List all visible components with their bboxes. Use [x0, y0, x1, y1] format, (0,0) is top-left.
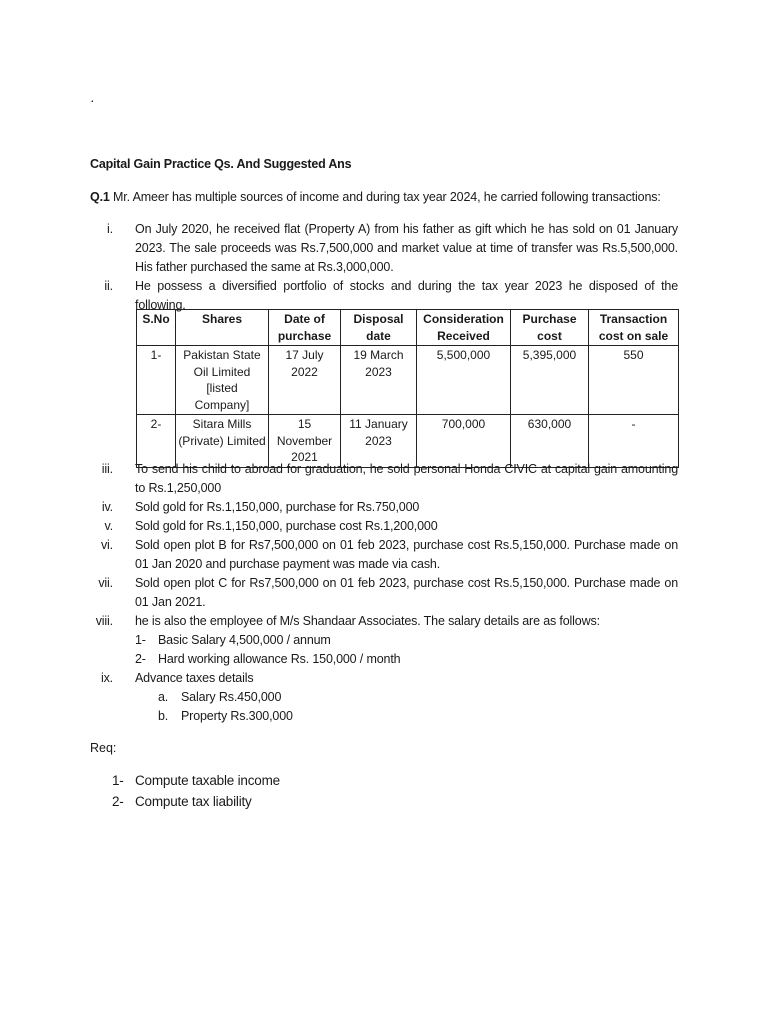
item-text: Sold open plot C for Rs7,500,000 on 01 feb 2023, purchase cost Rs.5,150,000. Purchase made on 01 Jan 2021. [135, 576, 678, 609]
requirement-number: 2- [112, 794, 124, 809]
cell-shares: Sitara Mills (Private) Limited [176, 415, 269, 468]
salary-item-number: 1- [135, 633, 146, 647]
item-number: viii. [95, 614, 113, 628]
item-number: i. [107, 222, 113, 236]
question-label: Q.1 [90, 190, 110, 204]
item-text: Sold open plot B for Rs7,500,000 on 01 feb 2023, purchase cost Rs.5,150,000. Purchase made on 01 Jan 2020 and purchase payment was made via cash. [135, 538, 678, 571]
cell-sno: 1- [137, 346, 176, 415]
item-text: Sold gold for Rs.1,150,000, purchase cost Rs.1,200,000 [135, 519, 438, 533]
table-row [137, 346, 679, 415]
requirement-text: Compute taxable income [135, 773, 280, 788]
item-number: ix. [100, 671, 113, 685]
item-text: He possess a diversified portfolio of stocks and during the tax year 2023 he disposed of the following. [135, 279, 678, 312]
item-number: vii. [98, 576, 113, 590]
item-text: To send his child to abroad for graduation, he sold personal Honda CIVIC at capital gain amounting to Rs.1,250,000 [135, 462, 678, 495]
salary-item-text: Basic Salary 4,500,000 / annum [158, 633, 331, 647]
item-text: Advance taxes details [135, 671, 254, 685]
cell-transaction-cost: 550 [589, 346, 679, 415]
header-sno: S.No [137, 310, 176, 346]
header-shares: Shares [176, 310, 269, 346]
item-text: Sold gold for Rs.1,150,000, purchase for Rs.750,000 [135, 500, 420, 514]
cell-disposal-date: 19 March 2023 [341, 346, 417, 415]
cell-purchase-cost: 5,395,000 [511, 346, 589, 415]
item-number: v. [104, 519, 113, 533]
item-text: he is also the employee of M/s Shandaar Associates. The salary details are as follows: [135, 614, 600, 628]
cell-sno: 2- [137, 415, 176, 468]
header-disposal-date: Disposal date [341, 310, 417, 346]
requirement-text: Compute tax liability [135, 794, 252, 809]
salary-item-number: 2- [135, 652, 146, 666]
cell-consideration: 700,000 [417, 415, 511, 468]
question-intro [90, 190, 661, 204]
question-text: Mr. Ameer has multiple sources of income and during tax year 2024, he carried following transactions: [109, 190, 661, 204]
requirements-label: Req: [90, 741, 117, 755]
header-consideration-received: Consideration Received [417, 310, 511, 346]
cell-date-of-purchase: 17 July 2022 [269, 346, 341, 415]
item-number: vi. [100, 538, 113, 552]
item-number: iv. [101, 500, 113, 514]
advance-item-letter: a. [158, 690, 169, 704]
cell-purchase-cost: 630,000 [511, 415, 589, 468]
header-transaction-cost: Transaction cost on sale [589, 310, 679, 346]
shares-table [136, 309, 679, 468]
salary-item [135, 650, 400, 669]
item-number: iii. [101, 462, 113, 476]
advance-item-letter: b. [158, 709, 169, 723]
header-date-of-purchase: Date of purchase [269, 310, 341, 346]
advance-item [158, 688, 281, 707]
requirement-item [112, 773, 280, 788]
advance-item [158, 707, 293, 726]
advance-item-text: Property Rs.300,000 [181, 709, 293, 723]
cell-disposal-date: 11 January 2023 [341, 415, 417, 468]
requirement-item [112, 794, 252, 809]
item-text: On July 2020, he received flat (Property A) from his father as gift which he has sold on 01 January 2023. The sale proceeds was Rs.7,500,000 and market value at time of transfer was Rs.5,500,000. His father purchased the same at Rs.3,000,000. [135, 222, 678, 274]
cell-date-of-purchase: 15 November 2021 [269, 415, 341, 468]
header-purchase-cost: Purchase cost [511, 310, 589, 346]
item-number: ii. [104, 279, 113, 293]
requirement-number: 1- [112, 773, 124, 788]
salary-item-text: Hard working allowance Rs. 150,000 / month [158, 652, 401, 666]
document-heading: Capital Gain Practice Qs. And Suggested Ans [90, 157, 352, 171]
salary-item [135, 631, 331, 650]
advance-item-text: Salary Rs.450,000 [181, 690, 282, 704]
table-header-row [137, 310, 679, 346]
cell-consideration: 5,500,000 [417, 346, 511, 415]
cell-transaction-cost: - [589, 415, 679, 468]
cell-shares: Pakistan State Oil Limited [listed Company] [176, 346, 269, 415]
stray-dot: · [90, 92, 95, 108]
